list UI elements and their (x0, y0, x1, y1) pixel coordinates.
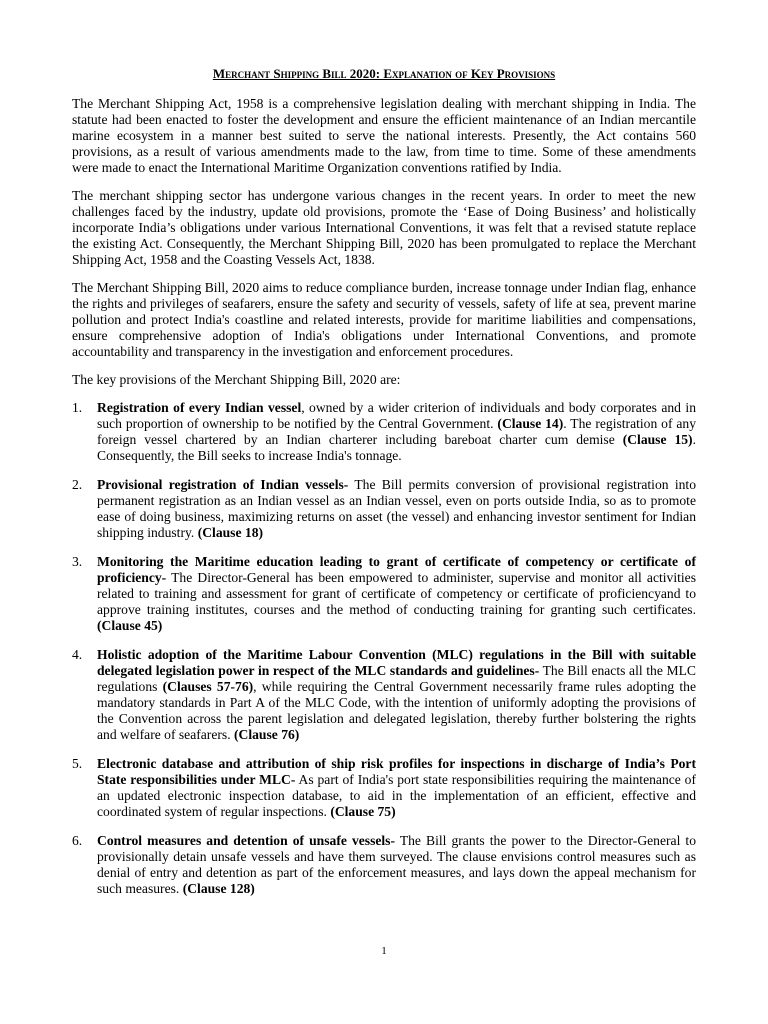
provision-number: 3. (72, 554, 83, 569)
provision-body: . The registration of any foreign vessel chartered by an Indian charterer including bareboat charter cum demise (97, 416, 696, 447)
provision-number: 6. (72, 833, 83, 848)
provision-item-4 (72, 647, 696, 743)
provision-heading: Control measures and detention of unsafe vessels- (97, 833, 395, 848)
provision-body: , owned by a wider criterion of individuals and body corporates and in such proportion of ownership to be notified by the Central Government. (97, 400, 696, 431)
provision-item-6 (72, 833, 696, 897)
provisions-list (72, 400, 696, 897)
provision-item-5 (72, 756, 696, 820)
intro-paragraph-3: The Merchant Shipping Bill, 2020 aims to reduce compliance burden, increase tonnage under Indian flag, enhance the rights and privileges of seafarers, ensure the safety and security of vessels, safety of life at sea, prevent marine pollution and protect India's coastline and related interests, provide for maritime liabilities and compensations, ensure comprehensive adoption of India's obligations under International Conventions, and promote accountability and transparency in the investigation and enforcement procedures. (72, 280, 696, 359)
provision-item-2 (72, 477, 696, 541)
page-number: 1 (381, 945, 387, 957)
clause-reference: (Clause 76) (234, 727, 300, 742)
provision-heading: Registration of every Indian vessel (97, 400, 302, 415)
intro-paragraph-4: The key provisions of the Merchant Shipping Bill, 2020 are: (72, 372, 401, 387)
provision-body: The Bill grants the power to the Director-General to provisionally detain unsafe vessels and have them surveyed. The clause envisions control measures such as denial of entry and detention as part of the enforcement measures, and lays down the appeal mechanism for such measures. (97, 833, 696, 896)
intro-paragraph-1: The Merchant Shipping Act, 1958 is a comprehensive legislation dealing with merchant shipping in India. The statute had been enacted to foster the development and ensure the efficient maintenance of an Indian mercantile marine ecosystem in a manner best suited to serve the national interests. Presently, the Act contains 560 provisions, as a result of various amendments made to the law, from time to time. Some of these amendments were made to enact the International Maritime Organization conventions ratified by India. (72, 96, 696, 175)
clause-reference: (Clause 14) (497, 416, 564, 431)
clause-reference: (Clause 45) (97, 618, 163, 633)
provision-body: As part of India's port state responsibilities requiring the maintenance of an updated electronic inspection database, to aid in the implementation of an efficient, effective and coordinated system of regular inspections. (97, 772, 696, 819)
provision-heading: Holistic adoption of the Maritime Labour Convention (MLC) regulations in the Bill with suitable delegated legislation power in respect of the MLC standards and guidelines- (97, 647, 696, 678)
document-title: Merchant Shipping Bill 2020: Explanation of Key Provisions (212, 66, 556, 81)
clause-reference: (Clause 128) (182, 881, 255, 896)
provision-body: . Consequently, the Bill seeks to increase India's tonnage. (97, 432, 696, 463)
provision-number: 4. (72, 647, 83, 662)
clause-reference: (Clauses 57-76) (162, 679, 254, 694)
provision-body: The Bill permits conversion of provisional registration into permanent registration as an Indian vessel as an Indian vessel, even on ports outside India, so as to promote ease of doing business, maximizing returns on asset (the vessel) and enhancing investor sentiment for Indian shipping industry. (97, 477, 696, 540)
provision-body: The Director-General has been empowered to administer, supervise and monitor all activities related to training and assessment for grant of certificate of competency or certificate of proficiencyand to approve training institutes, courses and the method of conducting training for granting such certificates. (97, 570, 696, 617)
provision-item-1 (72, 400, 696, 464)
clause-reference: (Clause 15) (622, 432, 693, 447)
provision-body: The Bill enacts all the MLC regulations (97, 663, 696, 694)
clause-reference: (Clause 18) (197, 525, 264, 540)
intro-paragraph-2: The merchant shipping sector has undergone various changes in the recent years. In order to meet the new challenges faced by the industry, update old provisions, promote the ‘Ease of Doing Business’ and holistically incorporate India’s obligations under various International Conventions, it was felt that a revised statute replace the existing Act. Consequently, the Merchant Shipping Bill, 2020 has been promulgated to replace the Merchant Shipping Act, 1958 and the Coasting Vessels Act, 1838. (72, 188, 696, 267)
provision-heading: Electronic database and attribution of ship risk profiles for inspections in discharge of India’s Port State responsibilities under MLC- (97, 756, 696, 787)
provision-number: 2. (72, 477, 83, 492)
provision-number: 5. (72, 756, 83, 771)
provision-heading: Monitoring the Maritime education leading to grant of certificate of competency or certificate of proficiency- (97, 554, 696, 585)
provision-heading: Provisional registration of Indian vessels- (97, 477, 349, 492)
provision-number: 1. (72, 400, 83, 415)
provision-item-3 (72, 554, 696, 634)
provision-body: , while requiring the Central Government necessarily frame rules adopting the mandatory standards in Part A of the MLC Code, with the intention of uniformly adopting the provisions of the Convention across the parent legislation and delegated legislation, thereby further bolstering the rights and welfare of seafarers. (97, 679, 696, 742)
clause-reference: (Clause 75) (330, 804, 396, 819)
